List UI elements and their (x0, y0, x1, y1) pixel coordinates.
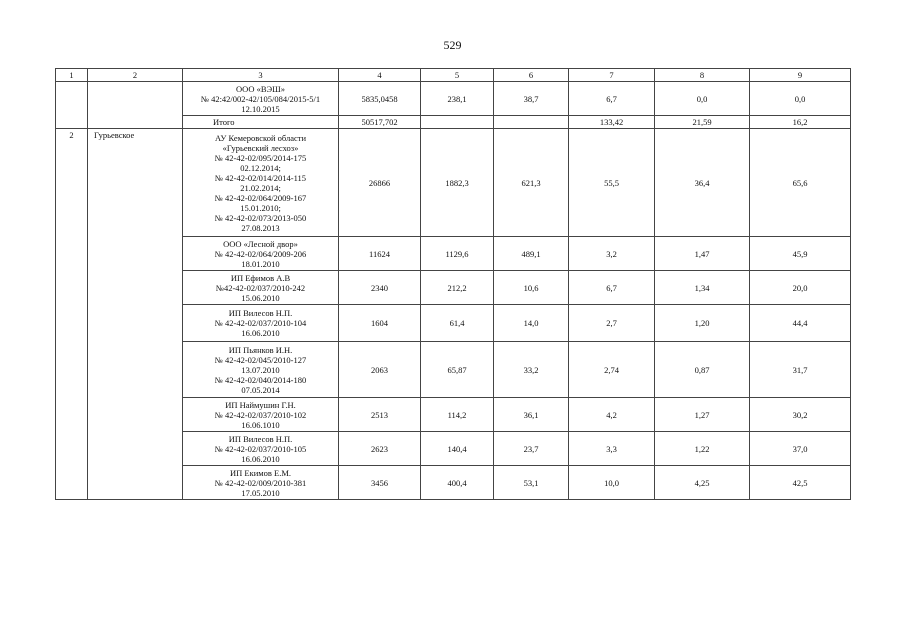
org-line: 16.06.2010 (241, 328, 280, 338)
value-cell: 2340 (339, 271, 421, 305)
value-cell: 2,7 (569, 305, 655, 342)
value-cell: 30,2 (750, 398, 851, 432)
header-cell: 8 (655, 69, 750, 82)
value-cell: 0,0 (750, 82, 851, 116)
org-cell (183, 271, 339, 305)
value-cell: 1,47 (655, 237, 750, 271)
org-line: №42-42-02/037/2010-242 (215, 282, 306, 293)
value-cell: 2513 (339, 398, 421, 432)
value-cell: 14,0 (494, 305, 569, 342)
value-cell: 4,25 (655, 466, 750, 500)
value-cell: 21,59 (655, 116, 750, 129)
org-line: ООО «Лесной двор» (223, 238, 298, 249)
org-line: 18.01.2010 (241, 258, 280, 269)
org-cell (183, 432, 339, 466)
value-cell: 2,74 (569, 342, 655, 398)
header-cell: 9 (750, 69, 851, 82)
value-cell: 400,4 (421, 466, 494, 500)
value-cell: 1,20 (655, 305, 750, 342)
value-cell: 65,87 (421, 342, 494, 398)
value-cell: 1882,3 (421, 129, 494, 237)
org-line: 21.02.2014; (240, 182, 281, 193)
value-cell: 31,7 (750, 342, 851, 398)
org-line: 15.01.2010; (240, 202, 281, 213)
value-cell: 61,4 (421, 305, 494, 342)
value-cell: 10,0 (569, 466, 655, 500)
org-line: АУ Кемеровской области (214, 132, 307, 143)
value-cell: 5835,0458 (339, 82, 421, 116)
value-cell: 23,7 (494, 432, 569, 466)
value-cell: 1,27 (655, 398, 750, 432)
value-cell: 621,3 (494, 129, 569, 237)
org-cell (183, 82, 339, 116)
value-cell: 3,3 (569, 432, 655, 466)
org-line: № 42-42-02/037/2010-105 (214, 443, 307, 454)
org-line: ИП Вилесов Н.П. (228, 433, 293, 444)
header-cell: 1 (56, 69, 88, 82)
org-line: № 42-42-02/045/2010-127 (214, 354, 307, 365)
value-cell: 140,4 (421, 432, 494, 466)
value-cell: 0,0 (655, 82, 750, 116)
value-cell: 1129,6 (421, 237, 494, 271)
value-cell: 45,9 (750, 237, 851, 271)
value-cell: 238,1 (421, 82, 494, 116)
org-line: ИП Екимов Е.М. (229, 467, 292, 478)
header-cell: 3 (183, 69, 339, 82)
header-cell: 4 (339, 69, 421, 82)
value-cell: 0,87 (655, 342, 750, 398)
org-line: ИП Наймушин Г.Н. (225, 399, 296, 410)
value-cell: 55,5 (569, 129, 655, 237)
org-line: «Гурьевский лесхоз» (222, 142, 299, 153)
org-line: № 42-42-02/009/2010-381 (214, 477, 307, 488)
value-cell: 20,0 (750, 271, 851, 305)
header-cell: 2 (88, 69, 183, 82)
value-cell: 42,5 (750, 466, 851, 500)
value-cell: 65,6 (750, 129, 851, 237)
org-line: № 42-42-02/073/2013-050 (214, 212, 307, 223)
header-cell: 5 (421, 69, 494, 82)
org-line: 27.08.2013 (241, 222, 280, 233)
org-line: 17.05.2010 (241, 487, 280, 498)
org-line: № 42-42-02/037/2010-102 (214, 409, 307, 420)
org-line: № 42:42/002-42/105/084/2015-5/1 (200, 93, 321, 104)
value-cell: 2063 (339, 342, 421, 398)
value-cell: 3456 (339, 466, 421, 500)
value-cell: 44,4 (750, 305, 851, 342)
empty-cell (88, 82, 183, 129)
value-cell: 1,22 (655, 432, 750, 466)
org-line: ИП Пьянков И.Н. (228, 344, 293, 355)
org-line: 16.06.1010 (241, 419, 280, 430)
table-row (56, 129, 851, 237)
value-cell: 3,2 (569, 237, 655, 271)
value-cell: 1,34 (655, 271, 750, 305)
value-cell: 6,7 (569, 271, 655, 305)
org-line: № 42-42-02/040/2014-180 (214, 374, 307, 385)
org-line: ИП Ефимов А.В (230, 272, 291, 283)
value-cell: 36,1 (494, 398, 569, 432)
value-cell: 37,0 (750, 432, 851, 466)
value-cell: 16,2 (750, 116, 851, 129)
group-number: 2 (56, 129, 88, 500)
value-cell: 53,1 (494, 466, 569, 500)
header-cell: 7 (569, 69, 655, 82)
total-label: Итого (183, 116, 339, 129)
org-line: ООО «ВЭШ» (236, 83, 285, 94)
value-cell (421, 116, 494, 129)
org-line: 15.06.2010 (241, 292, 280, 303)
district-name: Гурьевское (88, 129, 183, 500)
org-line: № 42-42-02/064/2009-206 (214, 248, 307, 259)
value-cell (494, 116, 569, 129)
org-cell (183, 129, 339, 237)
org-cell (183, 466, 339, 500)
org-line: 16.06.2010 (241, 453, 280, 464)
org-line: 07.05.2014 (241, 384, 280, 395)
value-cell: 4,2 (569, 398, 655, 432)
value-cell: 114,2 (421, 398, 494, 432)
org-line: 12.10.2015 (241, 103, 280, 114)
org-cell (183, 342, 339, 398)
org-cell (183, 305, 339, 342)
value-cell: 489,1 (494, 237, 569, 271)
data-table (55, 68, 851, 500)
value-cell: 11624 (339, 237, 421, 271)
value-cell: 212,2 (421, 271, 494, 305)
value-cell: 6,7 (569, 82, 655, 116)
org-line: № 42-42-02/064/2009-167 (214, 192, 307, 203)
empty-cell (56, 82, 88, 129)
header-cell: 6 (494, 69, 569, 82)
header-row (56, 69, 851, 82)
org-cell (183, 398, 339, 432)
value-cell: 26866 (339, 129, 421, 237)
value-cell: 10,6 (494, 271, 569, 305)
org-line: 13.07.2010 (241, 364, 280, 375)
page-number: 529 (443, 38, 462, 52)
value-cell: 33,2 (494, 342, 569, 398)
org-line: 02.12.2014; (240, 162, 281, 173)
org-line: № 42-42-02/014/2014-115 (214, 172, 307, 183)
value-cell: 2623 (339, 432, 421, 466)
org-line: № 42-42-02/037/2010-104 (214, 318, 307, 328)
value-cell: 133,42 (569, 116, 655, 129)
value-cell: 38,7 (494, 82, 569, 116)
org-cell (183, 237, 339, 271)
value-cell: 50517,702 (339, 116, 421, 129)
value-cell: 1604 (339, 305, 421, 342)
org-line: № 42-42-02/095/2014-175 (214, 152, 307, 163)
value-cell: 36,4 (655, 129, 750, 237)
table-row (56, 82, 851, 116)
org-line: ИП Вилесов Н.П. (228, 308, 293, 318)
